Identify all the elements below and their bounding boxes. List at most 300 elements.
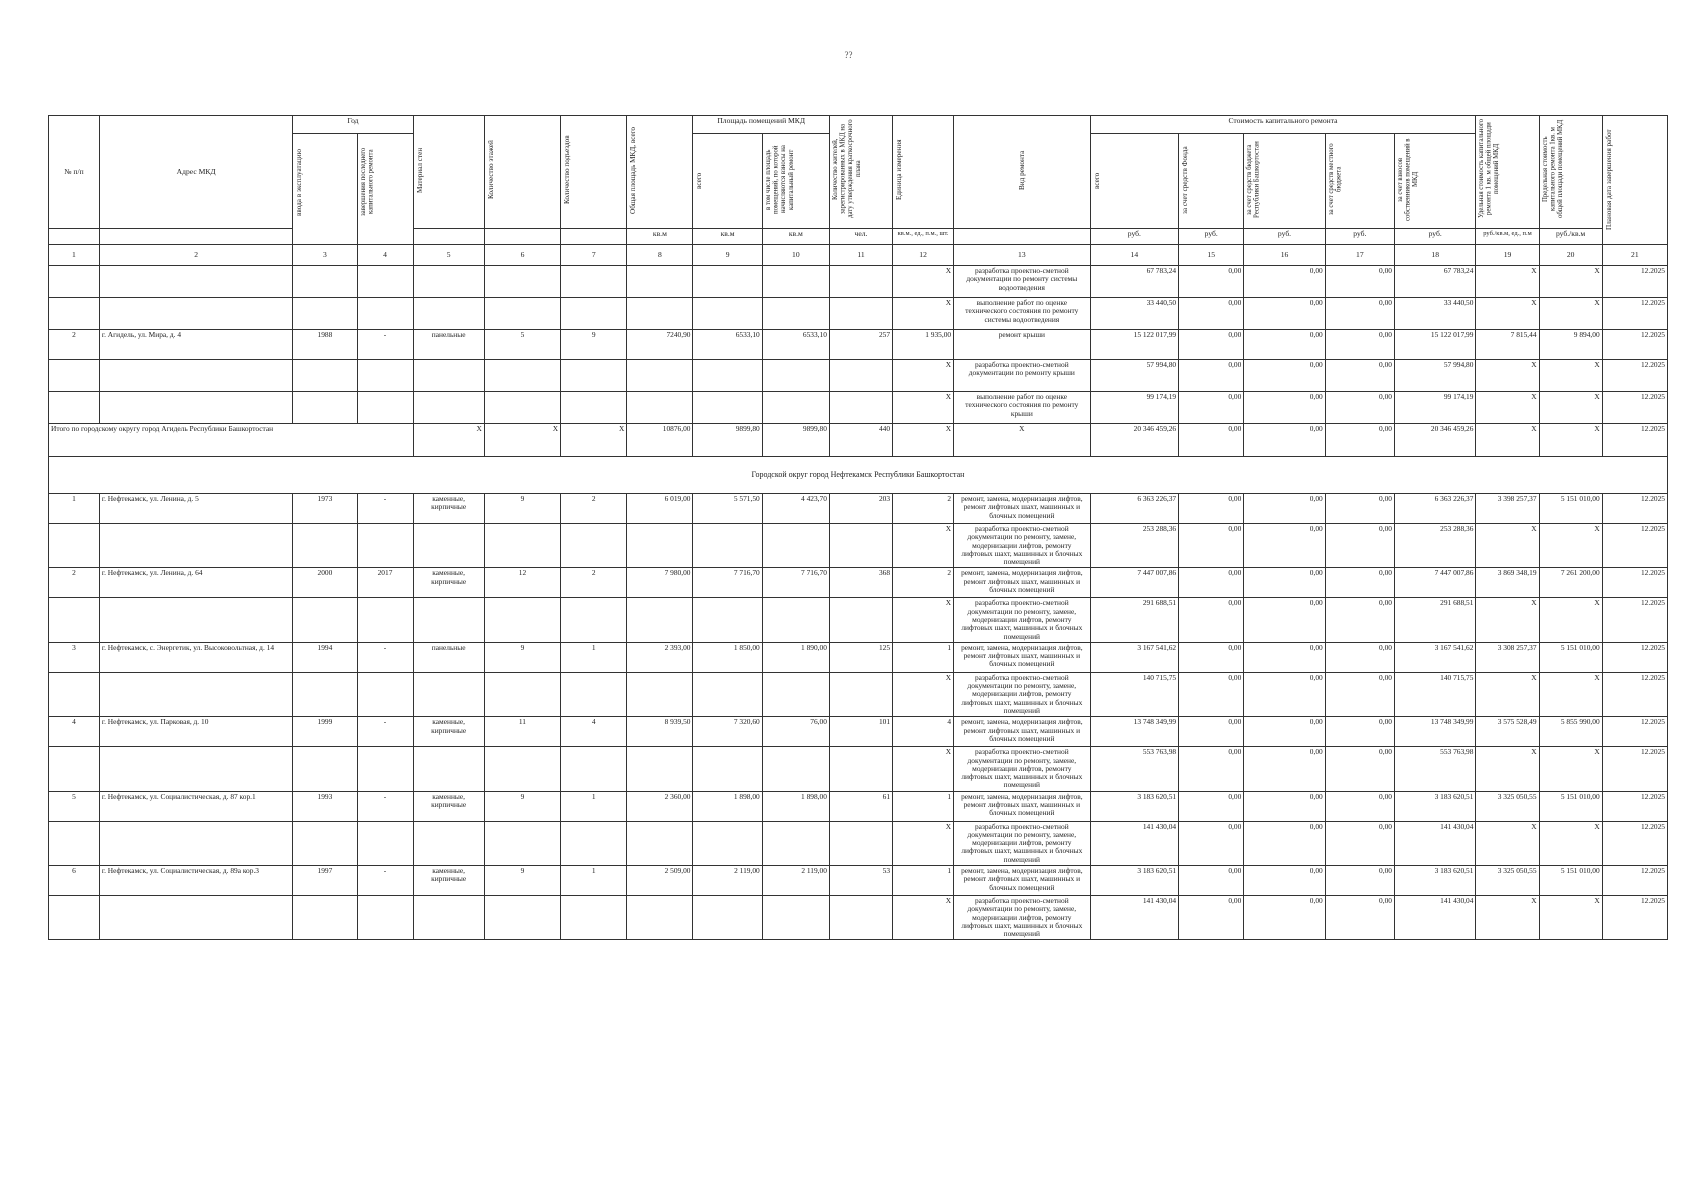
column-numbers-row [49,245,1668,266]
cell-empty [693,298,762,330]
cell-empty [49,392,100,424]
column-number: 7 [561,245,627,266]
cell-cost-total: 57 994,80 [1090,360,1179,392]
cell-empty [293,266,357,298]
cell-empty [413,524,484,568]
cell-entrances: 9 [561,330,627,360]
cell-unit: X [893,672,954,716]
cell-premises-total: 7 716,70 [693,568,762,598]
cell-address: г. Агидель, ул. Мира, д. 4 [99,330,292,360]
cell-planned-date: 12.2025 [1602,266,1667,298]
cell-empty [561,747,627,791]
header-year-last-repair: завершения последнего капитального ремонта [357,134,413,245]
cell-empty [413,672,484,716]
header-cost-total: всего [1090,134,1179,229]
cell-work-type: ремонт крыши [954,330,1090,360]
cell-cost-owners: 57 994,80 [1394,360,1475,392]
cell-cost-owners: 33 440,50 [1394,298,1475,330]
cell-cost-total: 7 447 007,86 [1090,568,1179,598]
cell-entrances: X [561,424,627,457]
cell-cost-fund: 0,00 [1179,298,1244,330]
cell-empty [829,298,892,330]
cell-residents: 53 [829,866,892,896]
column-number: 13 [954,245,1090,266]
column-number: 9 [693,245,762,266]
cell-cost-local: 0,00 [1325,821,1394,865]
header-premises: Площадь помещений МКД [693,116,829,134]
cell-residents: 125 [829,642,892,672]
cell-entrances: 1 [561,866,627,896]
cell-empty [561,896,627,940]
cell-empty [561,821,627,865]
cell-material: панельные [413,330,484,360]
cell-work-type: ремонт, замена, модернизация лифтов, ремонт лифтовых шахт, машинных и блочных помещений [954,791,1090,821]
cell-empty [693,747,762,791]
cell-specific-cost: 3 308 257,37 [1476,642,1539,672]
cell-empty [49,360,100,392]
cell-specific-cost: X [1476,524,1539,568]
cell-work-type: разработка проектно-сметной документации по ремонту, замене, модернизации лифтов, ремонту лифтовых шахт, машинных и блочных помещений [954,896,1090,940]
cell-cost-republic: 0,00 [1244,866,1325,896]
cell-cost-fund: 0,00 [1179,598,1244,642]
cell-cost-fund: 0,00 [1179,672,1244,716]
cell-cost-local: 0,00 [1325,424,1394,457]
cell-cost-fund: 0,00 [1179,821,1244,865]
cell-entrances: 1 [561,642,627,672]
table-subrow [49,392,1668,424]
cell-empty [484,672,560,716]
cell-premises-total: 1 850,00 [693,642,762,672]
cell-cost-fund: 0,00 [1179,494,1244,524]
header-cost-republic: за счет средств бюджета Республики Башкортостан [1244,134,1325,229]
cell-n: 4 [49,717,100,747]
table-subrow [49,266,1668,298]
table-subrow [49,672,1668,716]
cell-cost-local: 0,00 [1325,791,1394,821]
header-cost-local: за счет средств местного бюджета [1325,134,1394,229]
header-cost-owners: за счет взносов собственников помещений в МКД [1394,134,1475,229]
cell-cost-owners: 13 748 349,99 [1394,717,1475,747]
cell-empty [627,747,693,791]
cell-limit-cost: 5 151 010,00 [1539,866,1602,896]
cell-work-type: выполнение работ по оценке технического состояния по ремонту крыши [954,392,1090,424]
cell-empty [762,598,829,642]
cell-empty [627,392,693,424]
cell-cost-republic: 0,00 [1244,598,1325,642]
cell-empty [561,392,627,424]
cell-total-area: 6 019,00 [627,494,693,524]
cell-address: г. Нефтекамск, ул. Парковая, д. 10 [99,717,292,747]
column-number: 4 [357,245,413,266]
cell-planned-date: 12.2025 [1602,642,1667,672]
header-year: Год [293,116,413,134]
table-subrow [49,598,1668,642]
cell-empty [561,360,627,392]
cell-premises-total: 7 320,60 [693,717,762,747]
unit-limit-cost: руб./кв.м [1539,229,1602,245]
cell-empty [293,524,357,568]
cell-cost-fund: 0,00 [1179,717,1244,747]
section-row [49,457,1668,494]
cell-year: 1973 [293,494,357,524]
cell-material: каменные, кирпичные [413,717,484,747]
cell-specific-cost: 3 325 050,55 [1476,866,1539,896]
cell-floors: 5 [484,330,560,360]
cell-empty [357,524,413,568]
column-number: 14 [1090,245,1179,266]
header-n: № п/п [49,116,100,229]
cell-entrances: 1 [561,791,627,821]
cell-empty [293,821,357,865]
page-number: ?? [844,50,853,60]
cell-limit-cost: 5 151 010,00 [1539,494,1602,524]
cell-empty [413,896,484,940]
cell-work-type: ремонт, замена, модернизация лифтов, ремонт лифтовых шахт, машинных и блочных помещений [954,642,1090,672]
cell-cost-local: 0,00 [1325,866,1394,896]
cell-limit-cost: X [1539,896,1602,940]
cell-empty [693,896,762,940]
header-material: Материал стен [413,116,484,229]
header-premises-total: всего [693,134,762,229]
cell-empty [484,524,560,568]
cell-cost-local: 0,00 [1325,568,1394,598]
cell-empty [762,524,829,568]
header-entrances-unit [561,229,627,245]
cell-cost-republic: 0,00 [1244,494,1325,524]
cell-floors: 9 [484,791,560,821]
cell-empty [762,298,829,330]
table-subrow [49,747,1668,791]
cell-empty [413,298,484,330]
cell-cost-owners: 99 174,19 [1394,392,1475,424]
cell-cost-total: 553 763,98 [1090,747,1179,791]
cell-empty [293,298,357,330]
cell-work-type: ремонт, замена, модернизация лифтов, ремонт лифтовых шахт, машинных и блочных помещений [954,866,1090,896]
cell-planned-date: 12.2025 [1602,494,1667,524]
cell-empty [413,821,484,865]
cell-empty [829,896,892,940]
cell-cost-republic: 0,00 [1244,717,1325,747]
cell-cost-local: 0,00 [1325,896,1394,940]
column-number: 19 [1476,245,1539,266]
cell-unit: X [893,360,954,392]
cell-empty [293,598,357,642]
table-row [49,717,1668,747]
column-number: 1 [49,245,100,266]
cell-address: г. Нефтекамск, с. Энергетик, ул. Высоковольтная, д. 14 [99,642,292,672]
cell-residents: 101 [829,717,892,747]
column-number: 11 [829,245,892,266]
column-number: 10 [762,245,829,266]
cell-planned-date: 12.2025 [1602,717,1667,747]
cell-empty [693,821,762,865]
cell-floors: 9 [484,494,560,524]
cell-empty [484,598,560,642]
cell-empty [829,360,892,392]
cell-cost-fund: 0,00 [1179,747,1244,791]
cell-cost-total: 253 288,36 [1090,524,1179,568]
header-total-area: Общая площадь МКД, всего [627,116,693,229]
header-premises-fund: в том числе площадь помещений, по которой начисляются взносы на капитальный ремонт [762,134,829,229]
cell-limit-cost: X [1539,266,1602,298]
cell-empty [99,392,292,424]
total-row [49,424,1668,457]
cell-cost-local: 0,00 [1325,747,1394,791]
cell-empty [762,821,829,865]
cell-last-repair: 2017 [357,568,413,598]
cell-residents: 368 [829,568,892,598]
cell-limit-cost: X [1539,747,1602,791]
table-row [49,866,1668,896]
cell-limit-cost: X [1539,672,1602,716]
cell-cost-total: 3 167 541,62 [1090,642,1179,672]
cell-work-type: ремонт, замена, модернизация лифтов, ремонт лифтовых шахт, машинных и блочных помещений [954,717,1090,747]
cell-empty [357,360,413,392]
cell-cost-total: 13 748 349,99 [1090,717,1179,747]
cell-floors: 9 [484,642,560,672]
cell-last-repair: - [357,642,413,672]
cell-empty [829,747,892,791]
cell-cost-local: 0,00 [1325,330,1394,360]
cell-planned-date: 12.2025 [1602,821,1667,865]
cell-specific-cost: X [1476,298,1539,330]
cell-empty [357,266,413,298]
cell-work-type: разработка проектно-сметной документации по ремонту крыши [954,360,1090,392]
cell-empty [99,360,292,392]
cell-year: 1994 [293,642,357,672]
column-number: 18 [1394,245,1475,266]
cell-cost-fund: 0,00 [1179,791,1244,821]
cell-empty [693,672,762,716]
cell-cost-republic: 0,00 [1244,791,1325,821]
cell-cost-fund: 0,00 [1179,360,1244,392]
cell-specific-cost: X [1476,747,1539,791]
cell-year: 1988 [293,330,357,360]
cell-work-type: X [954,424,1090,457]
cell-cost-total: 33 440,50 [1090,298,1179,330]
cell-planned-date: 12.2025 [1602,524,1667,568]
cell-specific-cost: X [1476,672,1539,716]
cell-cost-republic: 0,00 [1244,821,1325,865]
cell-empty [484,266,560,298]
cell-cost-republic: 0,00 [1244,266,1325,298]
cell-limit-cost: X [1539,298,1602,330]
cell-planned-date: 12.2025 [1602,672,1667,716]
cell-unit: 1 [893,642,954,672]
cell-empty [293,392,357,424]
cell-last-repair: - [357,866,413,896]
cell-specific-cost: 3 398 257,37 [1476,494,1539,524]
cell-material: каменные, кирпичные [413,494,484,524]
cell-cost-total: 20 346 459,26 [1090,424,1179,457]
cell-unit: 2 [893,568,954,598]
unit-specific-cost: руб./кв.м, ед., п.м [1476,229,1539,245]
cell-cost-fund: 0,00 [1179,330,1244,360]
cell-cost-owners: 140 715,75 [1394,672,1475,716]
header-year-commission: ввода в эксплуатацию [293,134,357,245]
header-cost: Стоимость капитального ремонта [1090,116,1476,134]
cell-last-repair: - [357,330,413,360]
cell-limit-cost: X [1539,821,1602,865]
column-number: 15 [1179,245,1244,266]
unit-cost-republic: руб. [1244,229,1325,245]
cell-year: 2000 [293,568,357,598]
cell-premises-fund: 76,00 [762,717,829,747]
header-entrances: Количество подъездов [561,116,627,229]
cell-address: г. Нефтекамск, ул. Социалистическая, д. 89а кор.3 [99,866,292,896]
cell-n: 2 [49,568,100,598]
cell-empty [99,747,292,791]
table-subrow [49,298,1668,330]
cell-empty [357,672,413,716]
cell-cost-owners: 3 183 620,51 [1394,791,1475,821]
cell-empty [627,266,693,298]
table-body [49,266,1668,940]
cell-empty [627,598,693,642]
cell-limit-cost: 5 151 010,00 [1539,642,1602,672]
cell-empty [762,360,829,392]
header-material-unit [413,229,484,245]
cell-unit: X [893,424,954,457]
cell-year: 1999 [293,717,357,747]
cell-work-type: разработка проектно-сметной документации по ремонту, замене, модернизации лифтов, ремонту лифтовых шахт, машинных и блочных помещений [954,821,1090,865]
cell-empty [693,598,762,642]
table-subrow [49,524,1668,568]
cell-year: 1993 [293,791,357,821]
cell-cost-republic: 0,00 [1244,360,1325,392]
table-row [49,642,1668,672]
section-title: Городской округ город Нефтекамск Республики Башкортостан [49,457,1668,494]
cell-limit-cost: X [1539,524,1602,568]
column-number: 6 [484,245,560,266]
cell-total-area: 10876,00 [627,424,693,457]
cell-empty [357,392,413,424]
column-number: 16 [1244,245,1325,266]
cell-planned-date: 12.2025 [1602,392,1667,424]
cell-limit-cost: 5 855 990,00 [1539,717,1602,747]
cell-premises-fund: 9899,80 [762,424,829,457]
cell-empty [293,747,357,791]
cell-address: г. Нефтекамск, ул. Ленина, д. 5 [99,494,292,524]
cell-empty [829,821,892,865]
cell-n: 3 [49,642,100,672]
cell-planned-date: 12.2025 [1602,791,1667,821]
cell-empty [99,598,292,642]
cell-work-type: выполнение работ по оценке технического состояния по ремонту системы водоотведения [954,298,1090,330]
cell-specific-cost: X [1476,821,1539,865]
cell-unit: X [893,266,954,298]
column-number: 21 [1602,245,1667,266]
cell-empty [357,821,413,865]
header-cost-fund: за счет средств Фонда [1179,134,1244,229]
cell-planned-date: 12.2025 [1602,360,1667,392]
header-work-type: Вид ремонта [954,116,1090,229]
cell-work-type: разработка проектно-сметной документации по ремонту, замене, модернизации лифтов, ремонту лифтовых шахт, машинных и блочных помещений [954,672,1090,716]
cell-empty [693,392,762,424]
cell-empty [484,821,560,865]
cell-empty [693,266,762,298]
cell-limit-cost: X [1539,424,1602,457]
cell-cost-owners: 67 783,24 [1394,266,1475,298]
cell-cost-owners: 15 122 017,99 [1394,330,1475,360]
table-subrow [49,896,1668,940]
cell-empty [484,747,560,791]
cell-limit-cost: X [1539,598,1602,642]
cell-empty [561,266,627,298]
cell-cost-total: 99 174,19 [1090,392,1179,424]
column-number: 3 [293,245,357,266]
cell-empty [627,896,693,940]
cell-floors: 11 [484,717,560,747]
cell-specific-cost: X [1476,392,1539,424]
cell-cost-fund: 0,00 [1179,896,1244,940]
cell-cost-owners: 3 167 541,62 [1394,642,1475,672]
cell-residents: 203 [829,494,892,524]
cell-work-type: разработка проектно-сметной документации по ремонту, замене, модернизации лифтов, ремонту лифтовых шахт, машинных и блочных помещений [954,524,1090,568]
cell-address: г. Нефтекамск, ул. Ленина, д. 64 [99,568,292,598]
cell-empty [49,896,100,940]
cell-cost-republic: 0,00 [1244,330,1325,360]
cell-empty [561,524,627,568]
header-limit-cost: Предельная стоимость капитального ремонта 1кв. м общей площади помещений МКД [1539,116,1602,229]
cell-planned-date: 12.2025 [1602,424,1667,457]
cell-address: г. Нефтекамск, ул. Социалистическая, д. 87 кор.1 [99,791,292,821]
unit-cost-owners: руб. [1394,229,1475,245]
cell-cost-fund: 0,00 [1179,568,1244,598]
unit-residents: чел. [829,229,892,245]
cell-empty [627,821,693,865]
cell-cost-republic: 0,00 [1244,747,1325,791]
cell-premises-fund: 2 119,00 [762,866,829,896]
header-address: Адрес МКД [99,116,292,229]
cell-empty [413,360,484,392]
cell-empty [293,360,357,392]
cell-cost-owners: 253 288,36 [1394,524,1475,568]
cell-empty [357,747,413,791]
cell-work-type: разработка проектно-сметной документации по ремонту системы водоотведения [954,266,1090,298]
cell-planned-date: 12.2025 [1602,298,1667,330]
cell-unit: X [893,392,954,424]
cell-total-area: 8 939,50 [627,717,693,747]
header-planned-date: Плановая дата завершения работ [1602,116,1667,245]
cell-empty [829,392,892,424]
cell-empty [762,266,829,298]
cell-specific-cost: X [1476,896,1539,940]
cell-unit: 2 [893,494,954,524]
repair-plan-table [48,115,1668,1100]
table-subrow [49,821,1668,865]
header-n-unit [49,229,100,245]
cell-residents: 61 [829,791,892,821]
column-number: 2 [99,245,292,266]
cell-premises-fund: 4 423,70 [762,494,829,524]
cell-cost-republic: 0,00 [1244,568,1325,598]
cell-cost-republic: 0,00 [1244,672,1325,716]
column-number: 17 [1325,245,1394,266]
table-row [49,568,1668,598]
cell-empty [49,821,100,865]
cell-material: каменные, кирпичные [413,866,484,896]
cell-empty [561,672,627,716]
cell-limit-cost: X [1539,360,1602,392]
cell-empty [99,298,292,330]
cell-empty [413,598,484,642]
unit-unit: кв.м., ед., п.м., шт. [893,229,954,245]
cell-total-area: 7 980,00 [627,568,693,598]
cell-specific-cost: X [1476,598,1539,642]
cell-total-area: 2 393,00 [627,642,693,672]
cell-empty [829,524,892,568]
